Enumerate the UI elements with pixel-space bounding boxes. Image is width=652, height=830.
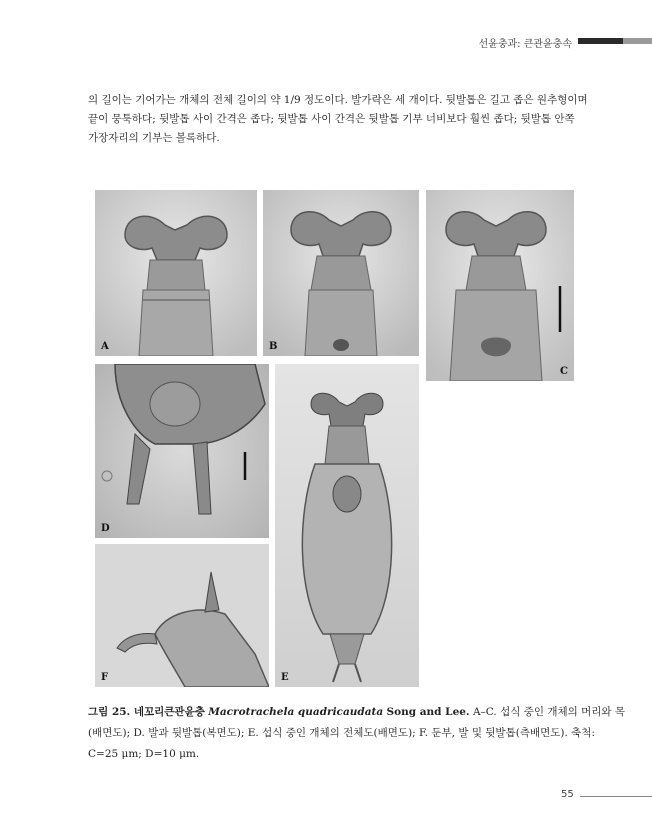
panel-label-a: A — [101, 341, 109, 352]
header-bar-gray — [623, 38, 652, 44]
figure-panel-d — [95, 364, 269, 538]
figure-panel-a — [95, 190, 257, 356]
caption-species-name: Macrotrachela quadricaudata — [208, 706, 384, 718]
caption-authority: Song and Lee. — [386, 706, 470, 718]
micrograph-rump-f — [95, 544, 269, 687]
figure-panel-e — [275, 364, 419, 687]
header-bar-dark — [578, 38, 623, 44]
figure-caption — [88, 702, 626, 765]
body-line-1: 의 길이는 기어가는 개체의 전체 길이의 약 1/9 정도이다. 발가락은 세 개이다. 뒷발톱은 길고 좁은 원추형이며 — [88, 94, 588, 106]
panel-label-d: D — [101, 523, 110, 534]
body-paragraph — [88, 91, 588, 148]
caption-line-3: C=25 μm; D=10 μm. — [88, 748, 200, 760]
panel-label-c: C — [560, 366, 568, 377]
panel-label-b: B — [269, 341, 278, 352]
micrograph-head-c — [426, 190, 574, 381]
running-title: 선윤충과: 큰관윤충속 — [478, 39, 572, 50]
caption-text-1: A–C. 섭식 중인 개체의 머리와 목 — [472, 706, 626, 718]
micrograph-head-a — [95, 190, 257, 356]
page-number: 55 — [561, 789, 574, 800]
footer-rule — [580, 796, 652, 797]
panel-label-e: E — [281, 672, 289, 683]
figure-panel-b — [263, 190, 419, 356]
micrograph-whole-body-e — [275, 364, 419, 687]
caption-line-1 — [88, 702, 626, 723]
body-line-3: 가장자리의 기부는 볼록하다. — [88, 132, 220, 144]
caption-line-2: (배면도); D. 발과 뒷발톱(복면도); E. 섭식 중인 개체의 전체도(배면도); F. 둔부, 발 및 뒷발톱(측배면도). 축척: — [88, 727, 595, 739]
panel-label-f: F — [101, 672, 109, 683]
micrograph-foot-d — [95, 364, 269, 538]
figure-panel-f — [95, 544, 269, 687]
body-line-2: 끝이 뭉툭하다; 뒷발톱 사이 간격은 좁다; 뒷발톱 사이 간격은 뒷발톱 기부 너비보다 훨씬 좁다; 뒷발톱 안쪽 — [88, 113, 575, 125]
figure-panel-c — [426, 190, 574, 381]
micrograph-head-b — [263, 190, 419, 356]
caption-figure-number: 그림 25. 네꼬리큰관윤충 — [88, 706, 205, 718]
